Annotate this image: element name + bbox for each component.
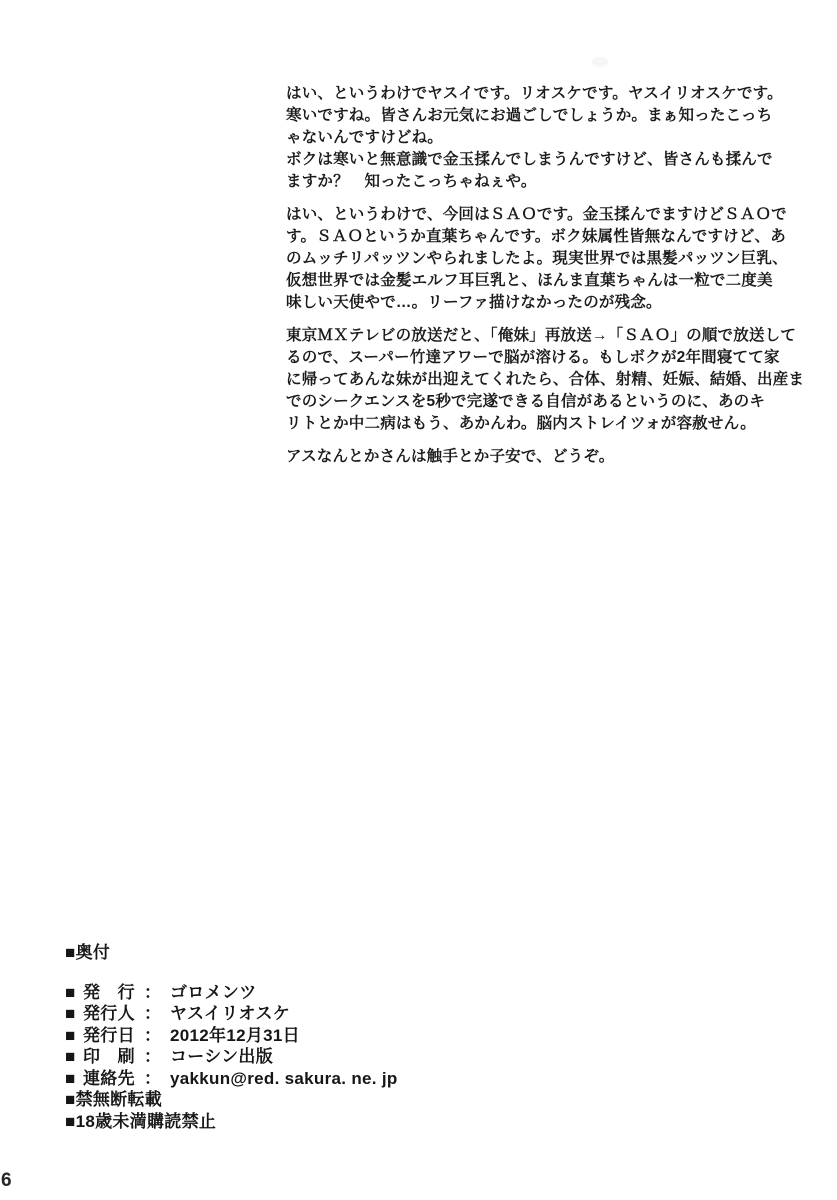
colophon-note-no-reproduction: ■禁無断転載 [65, 1090, 163, 1109]
afterword-paragraph [286, 325, 805, 435]
afterword-paragraph [286, 83, 784, 193]
bullet-square-icon: ■ [65, 1025, 76, 1045]
scan-smudge [592, 57, 608, 67]
row-value: コーシン出版 [170, 1047, 274, 1066]
text-line: でのシークエンスを5秒で完遂できる自信があるというのに、あのキ [286, 393, 766, 410]
afterword-text [286, 83, 805, 479]
row-label: 発 行 [83, 982, 135, 1002]
bullet-square-icon: ■ [65, 1047, 76, 1066]
row-value-email: yakkun@red. sakura. ne. jp [170, 1068, 398, 1088]
text-line: はい、というわけで、今回はＳＡＯです。金玉揉んでますけどＳＡＯで [286, 206, 787, 223]
colophon-note-age-restriction: ■18歳未満購読禁止 [65, 1111, 217, 1131]
colophon [65, 942, 398, 1132]
text-line: 東京ＭＸテレビの放送だと、「俺妹」再放送→「ＳＡＯ」の順で放送して [286, 327, 797, 344]
bullet-square-icon: ■ [65, 1068, 76, 1088]
row-label: 発行人 [83, 1004, 135, 1023]
bullet-square-icon: ■ [65, 982, 76, 1002]
afterword-paragraph [286, 446, 784, 468]
row-separator: ： [144, 1004, 162, 1023]
colophon-row-date [65, 1025, 398, 1047]
page-number: 6 [1, 1170, 12, 1191]
text-line: るので、スーパー竹達アワーで脳が溶ける。もしボクが2年間寝てて家 [286, 349, 780, 366]
row-value: 2012年12月31日 [170, 1025, 300, 1045]
text-line: ますか？ 知ったこっちゃねぇや。 [286, 173, 537, 190]
colophon-row-publisher [65, 982, 398, 1004]
row-label: 印 刷 [83, 1047, 135, 1066]
text-line: す。ＳＡＯというか直葉ちゃんです。ボク妹属性皆無なんですけど、あ [286, 228, 786, 245]
text-line: 仮想世界では金髪エルフ耳巨乳と、ほんま直葉ちゃんは一粒で二度美 [286, 272, 773, 289]
row-value: ゴロメンツ [170, 982, 257, 1002]
row-separator: ： [144, 982, 162, 1002]
text-line: リトとか中二病はもう、あかんわ。脳内ストレイツォが容赦せん。 [286, 415, 756, 432]
text-line: アスなんとかさんは触手とか子安で、どうぞ。 [286, 448, 615, 465]
text-line: に帰ってあんな妹が出迎えてくれたら、合体、射精、妊娠、結婚、出産ま [286, 371, 805, 388]
colophon-row-printer [65, 1046, 398, 1068]
colophon-row-author [65, 1003, 398, 1025]
row-separator: ： [144, 1025, 162, 1045]
row-separator: ： [144, 1068, 162, 1088]
colophon-row-contact [65, 1068, 398, 1090]
text-line: のムッチリパッツンやられましたよ。現実世界では黒髪パッツン巨乳、 [286, 250, 788, 267]
afterword-paragraph [286, 204, 788, 314]
colophon-heading: ■奥付 [65, 943, 111, 962]
text-line: はい、というわけでヤスイです。リオスケです。ヤスイリオスケです。 [286, 85, 783, 102]
text-line: 味しい天使やで…。リーファ描けなかったのが残念。 [286, 294, 662, 311]
row-label: 発行日 [83, 1025, 135, 1045]
text-line: 寒いですね。皆さんお元気にお過ごしでしょうか。まぁ知ったこっち [286, 107, 773, 124]
row-value: ヤスイリオスケ [170, 1004, 291, 1023]
bullet-square-icon: ■ [65, 1004, 76, 1023]
text-line: ボクは寒いと無意識で金玉揉んでしまうんですけど、皆さんも揉んで [286, 151, 773, 168]
text-line: ゃないんですけどね。 [286, 129, 444, 146]
row-separator: ： [144, 1047, 162, 1066]
row-label: 連絡先 [83, 1068, 135, 1088]
